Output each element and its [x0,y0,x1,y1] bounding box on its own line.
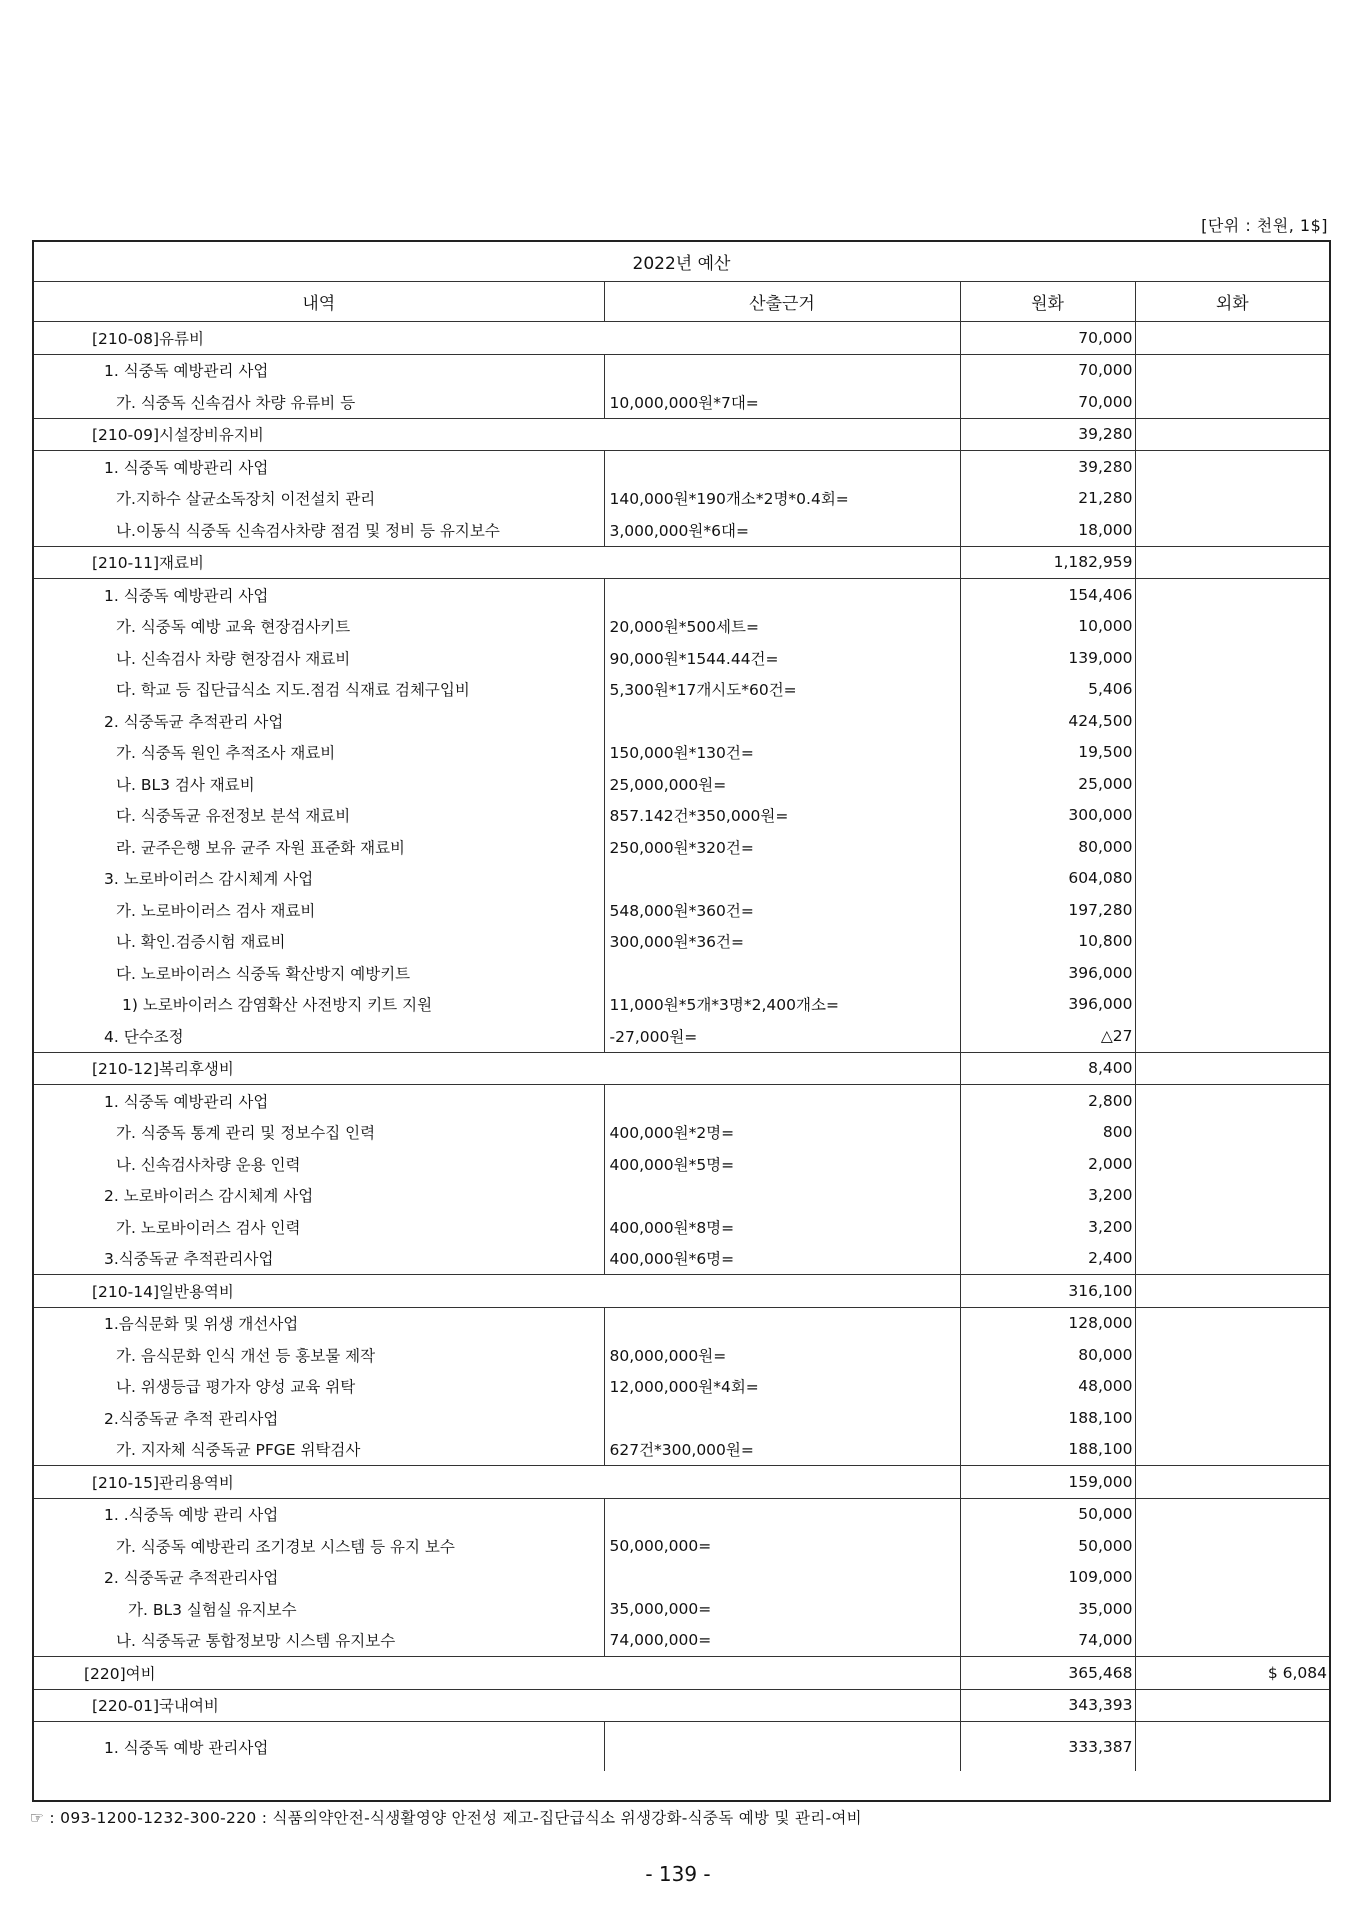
krw-amount: 333,387 [960,1722,1135,1772]
krw-amount: 25,000 [960,768,1135,800]
calculation-basis: 12,000,000원*4회= [604,1371,960,1403]
krw-amount: 154,406 [960,579,1135,611]
krw-amount: 2,400 [960,1243,1135,1275]
fx-amount [1135,1243,1329,1275]
krw-amount: 70,000 [960,354,1135,386]
fx-amount [1135,1722,1329,1772]
krw-amount: 197,280 [960,894,1135,926]
fx-amount [1135,1466,1329,1499]
fx-amount [1135,1180,1329,1212]
calculation-basis [604,1498,960,1530]
calculation-basis [604,1722,960,1772]
budget-item-label: 4. 단수조정 [34,1020,604,1052]
krw-amount: 316,100 [960,1275,1135,1308]
budget-item-label: 라. 균주은행 보유 균주 자원 표준화 재료비 [34,831,604,863]
krw-amount: 188,100 [960,1434,1135,1466]
krw-amount: 48,000 [960,1371,1135,1403]
budget-category-label: [210-15]관리용역비 [34,1466,960,1499]
fx-amount [1135,831,1329,863]
unit-note: [단위 : 천원, 1$] [1201,216,1328,235]
budget-item-label: 가. 노로바이러스 검사 재료비 [34,894,604,926]
budget-category-label: [210-12]복리후생비 [34,1052,960,1085]
table-row [34,1148,1329,1180]
fx-amount [1135,1689,1329,1722]
fx-amount [1135,894,1329,926]
calculation-basis: 400,000원*8명= [604,1211,960,1243]
fx-amount [1135,386,1329,418]
budget-item-label: 1. 식중독 예방관리 사업 [34,579,604,611]
krw-amount: 2,000 [960,1148,1135,1180]
calculation-basis [604,1307,960,1339]
budget-item-label: 1. 식중독 예방 관리사업 [34,1722,604,1772]
budget-item-label: 나. 확인.검증시험 재료비 [34,926,604,958]
year-title: 2022년 예산 [34,242,1329,282]
budget-item-label: 1. 식중독 예방관리 사업 [34,354,604,386]
table-row [34,546,1329,579]
table-row [34,800,1329,832]
table-row [34,674,1329,706]
budget-category-label: [210-08]유류비 [34,322,960,355]
table-row [34,451,1329,483]
budget-item-label: 다. 노로바이러스 식중독 확산방지 예방키트 [34,957,604,989]
budget-item-label: 1) 노로바이러스 감염확산 사전방지 키트 지원 [34,989,604,1021]
table-row [34,1657,1329,1690]
fx-amount [1135,1211,1329,1243]
krw-amount: 800 [960,1117,1135,1149]
calculation-basis: 5,300원*17개시도*60건= [604,674,960,706]
fx-amount: $ 6,084 [1135,1657,1329,1690]
budget-item-label: 3. 노로바이러스 감시체계 사업 [34,863,604,895]
table-row [34,768,1329,800]
table-row [34,1020,1329,1052]
fx-amount [1135,1434,1329,1466]
krw-amount: 604,080 [960,863,1135,895]
budget-item-label: 2. 식중독균 추적관리 사업 [34,705,604,737]
budget-item-label: 나. BL3 검사 재료비 [34,768,604,800]
table-row [34,1530,1329,1562]
fx-amount [1135,737,1329,769]
fx-amount [1135,989,1329,1021]
page-number: - 139 - [645,1862,711,1886]
fx-amount [1135,514,1329,546]
krw-amount: 10,000 [960,611,1135,643]
table-row [34,737,1329,769]
header-item: 내역 [34,282,604,322]
table-row [34,957,1329,989]
table-row [34,1180,1329,1212]
budget-item-label: 1. .식중독 예방 관리 사업 [34,1498,604,1530]
krw-amount: 50,000 [960,1530,1135,1562]
krw-amount: 21,280 [960,483,1135,515]
fx-amount [1135,1339,1329,1371]
fx-amount [1135,1117,1329,1149]
table-row [34,1498,1329,1530]
calculation-basis: -27,000원= [604,1020,960,1052]
budget-item-label: 나. 위생등급 평가자 양성 교육 위탁 [34,1371,604,1403]
calculation-basis [604,354,960,386]
calculation-basis: 11,000원*5개*3명*2,400개소= [604,989,960,1021]
krw-amount: 39,280 [960,451,1135,483]
budget-item-label: 가. 식중독 원인 추적조사 재료비 [34,737,604,769]
fx-amount [1135,322,1329,355]
fx-amount [1135,926,1329,958]
calculation-basis: 50,000,000= [604,1530,960,1562]
table-row [34,1434,1329,1466]
krw-amount: 188,100 [960,1402,1135,1434]
table-row [34,514,1329,546]
fx-amount [1135,1562,1329,1594]
fx-amount [1135,642,1329,674]
budget-item-label: 나. 신속검사차량 운용 인력 [34,1148,604,1180]
krw-amount: 343,393 [960,1689,1135,1722]
fx-amount [1135,1307,1329,1339]
table-row [34,611,1329,643]
header-krw: 원화 [960,282,1135,322]
krw-amount: △27 [960,1020,1135,1052]
calculation-basis [604,1562,960,1594]
table-row [34,642,1329,674]
table-row [34,322,1329,355]
budget-item-label: 2. 노로바이러스 감시체계 사업 [34,1180,604,1212]
table-row [34,926,1329,958]
budget-item-label: 가. 식중독 예방관리 조기경보 시스템 등 유지 보수 [34,1530,604,1562]
calculation-basis [604,957,960,989]
table-row [34,1562,1329,1594]
fx-amount [1135,1148,1329,1180]
table-row [34,1243,1329,1275]
calculation-basis [604,451,960,483]
krw-amount: 80,000 [960,831,1135,863]
table-row [34,354,1329,386]
krw-amount: 424,500 [960,705,1135,737]
krw-amount: 70,000 [960,386,1135,418]
budget-table [34,242,1329,1771]
budget-category-label: [220-01]국내여비 [34,1689,960,1722]
krw-amount: 39,280 [960,418,1135,451]
fx-amount [1135,768,1329,800]
fx-amount [1135,674,1329,706]
fx-amount [1135,1625,1329,1657]
calculation-basis: 74,000,000= [604,1625,960,1657]
calculation-basis: 400,000원*5명= [604,1148,960,1180]
fx-amount [1135,1593,1329,1625]
budget-item-label: 가. 지자체 식중독균 PFGE 위탁검사 [34,1434,604,1466]
table-row [34,863,1329,895]
krw-amount: 18,000 [960,514,1135,546]
krw-amount: 396,000 [960,989,1135,1021]
fx-amount [1135,1275,1329,1308]
budget-category-label: [210-14]일반용역비 [34,1275,960,1308]
budget-item-label: 나. 신속검사 차량 현장검사 재료비 [34,642,604,674]
budget-item-label: 2.식중독균 추적 관리사업 [34,1402,604,1434]
krw-amount: 70,000 [960,322,1135,355]
budget-category-label: [210-11]재료비 [34,546,960,579]
krw-amount: 159,000 [960,1466,1135,1499]
table-row [34,579,1329,611]
fx-amount [1135,705,1329,737]
budget-item-label: 1. 식중독 예방관리 사업 [34,1085,604,1117]
calculation-basis: 300,000원*36건= [604,926,960,958]
account-code-footnote: ☞ : 093-1200-1232-300-220 : 식품의약안전-식생활영양 안전성 제고-집단급식소 위생강화-식중독 예방 및 관리-여비 [30,1809,862,1827]
budget-item-label: 가. 식중독 통계 관리 및 정보수집 인력 [34,1117,604,1149]
calculation-basis [604,863,960,895]
fx-amount [1135,418,1329,451]
calculation-basis [604,1402,960,1434]
table-row [34,1466,1329,1499]
krw-amount: 396,000 [960,957,1135,989]
table-row [34,386,1329,418]
calculation-basis: 548,000원*360건= [604,894,960,926]
table-row [34,1722,1329,1772]
calculation-basis: 10,000,000원*7대= [604,386,960,418]
calculation-basis [604,1180,960,1212]
budget-item-label: 가. 노로바이러스 검사 인력 [34,1211,604,1243]
table-row [34,1307,1329,1339]
budget-item-label: 가. 식중독 예방 교육 현장검사키트 [34,611,604,643]
budget-item-label: 가.지하수 살균소독장치 이전설치 관리 [34,483,604,515]
fx-amount [1135,354,1329,386]
table-row [34,418,1329,451]
table-row [34,1593,1329,1625]
fx-amount [1135,1085,1329,1117]
budget-item-label: 다. 식중독균 유전정보 분석 재료비 [34,800,604,832]
fx-amount [1135,611,1329,643]
table-row [34,831,1329,863]
table-row [34,1402,1329,1434]
krw-amount: 3,200 [960,1180,1135,1212]
header-basis: 산출근거 [604,282,960,322]
budget-item-label: 가. 음식문화 인식 개선 등 홍보물 제작 [34,1339,604,1371]
fx-amount [1135,579,1329,611]
table-row [34,894,1329,926]
krw-amount: 19,500 [960,737,1135,769]
table-row [34,1117,1329,1149]
table-row [34,1052,1329,1085]
krw-amount: 35,000 [960,1593,1135,1625]
krw-amount: 109,000 [960,1562,1135,1594]
table-row [34,1625,1329,1657]
krw-amount: 80,000 [960,1339,1135,1371]
calculation-basis: 90,000원*1544.44건= [604,642,960,674]
table-row [34,1275,1329,1308]
fx-amount [1135,483,1329,515]
calculation-basis: 250,000원*320건= [604,831,960,863]
fx-amount [1135,957,1329,989]
calculation-basis: 627건*300,000원= [604,1434,960,1466]
krw-amount: 128,000 [960,1307,1135,1339]
calculation-basis: 80,000,000원= [604,1339,960,1371]
budget-table-frame [32,240,1331,1802]
budget-category-label: [220]여비 [34,1657,960,1690]
budget-item-label: 가. 식중독 신속검사 차량 유류비 등 [34,386,604,418]
krw-amount: 10,800 [960,926,1135,958]
table-row [34,1211,1329,1243]
fx-amount [1135,1530,1329,1562]
budget-item-label: 2. 식중독균 추적관리사업 [34,1562,604,1594]
calculation-basis: 150,000원*130건= [604,737,960,769]
fx-amount [1135,1402,1329,1434]
table-row [34,989,1329,1021]
budget-item-label: 가. BL3 실험실 유지보수 [34,1593,604,1625]
krw-amount: 365,468 [960,1657,1135,1690]
calculation-basis: 400,000원*2명= [604,1117,960,1149]
table-row [34,1689,1329,1722]
krw-amount: 8,400 [960,1052,1135,1085]
fx-amount [1135,800,1329,832]
header-fx: 외화 [1135,282,1329,322]
table-row [34,1339,1329,1371]
budget-item-label: 3.식중독균 추적관리사업 [34,1243,604,1275]
calculation-basis: 140,000원*190개소*2명*0.4회= [604,483,960,515]
krw-amount: 74,000 [960,1625,1135,1657]
budget-item-label: 다. 학교 등 집단급식소 지도.점검 식재료 검체구입비 [34,674,604,706]
fx-amount [1135,1020,1329,1052]
krw-amount: 5,406 [960,674,1135,706]
fx-amount [1135,451,1329,483]
calculation-basis [604,1085,960,1117]
calculation-basis: 20,000원*500세트= [604,611,960,643]
calculation-basis: 35,000,000= [604,1593,960,1625]
calculation-basis: 857.142건*350,000원= [604,800,960,832]
fx-amount [1135,1052,1329,1085]
table-row [34,1371,1329,1403]
krw-amount: 139,000 [960,642,1135,674]
calculation-basis: 400,000원*6명= [604,1243,960,1275]
budget-item-label: 나.이동식 식중독 신속검사차량 점검 및 정비 등 유지보수 [34,514,604,546]
calculation-basis [604,579,960,611]
krw-amount: 50,000 [960,1498,1135,1530]
krw-amount: 2,800 [960,1085,1135,1117]
fx-amount [1135,1371,1329,1403]
calculation-basis [604,705,960,737]
fx-amount [1135,1498,1329,1530]
table-row [34,483,1329,515]
budget-item-label: 1. 식중독 예방관리 사업 [34,451,604,483]
budget-table-body [34,322,1329,1772]
table-row [34,705,1329,737]
budget-item-label: 나. 식중독균 통합정보망 시스템 유지보수 [34,1625,604,1657]
krw-amount: 1,182,959 [960,546,1135,579]
fx-amount [1135,546,1329,579]
table-row [34,1085,1329,1117]
krw-amount: 300,000 [960,800,1135,832]
calculation-basis: 25,000,000원= [604,768,960,800]
krw-amount: 3,200 [960,1211,1135,1243]
budget-item-label: 1.음식문화 및 위생 개선사업 [34,1307,604,1339]
calculation-basis: 3,000,000원*6대= [604,514,960,546]
fx-amount [1135,863,1329,895]
budget-category-label: [210-09]시설장비유지비 [34,418,960,451]
